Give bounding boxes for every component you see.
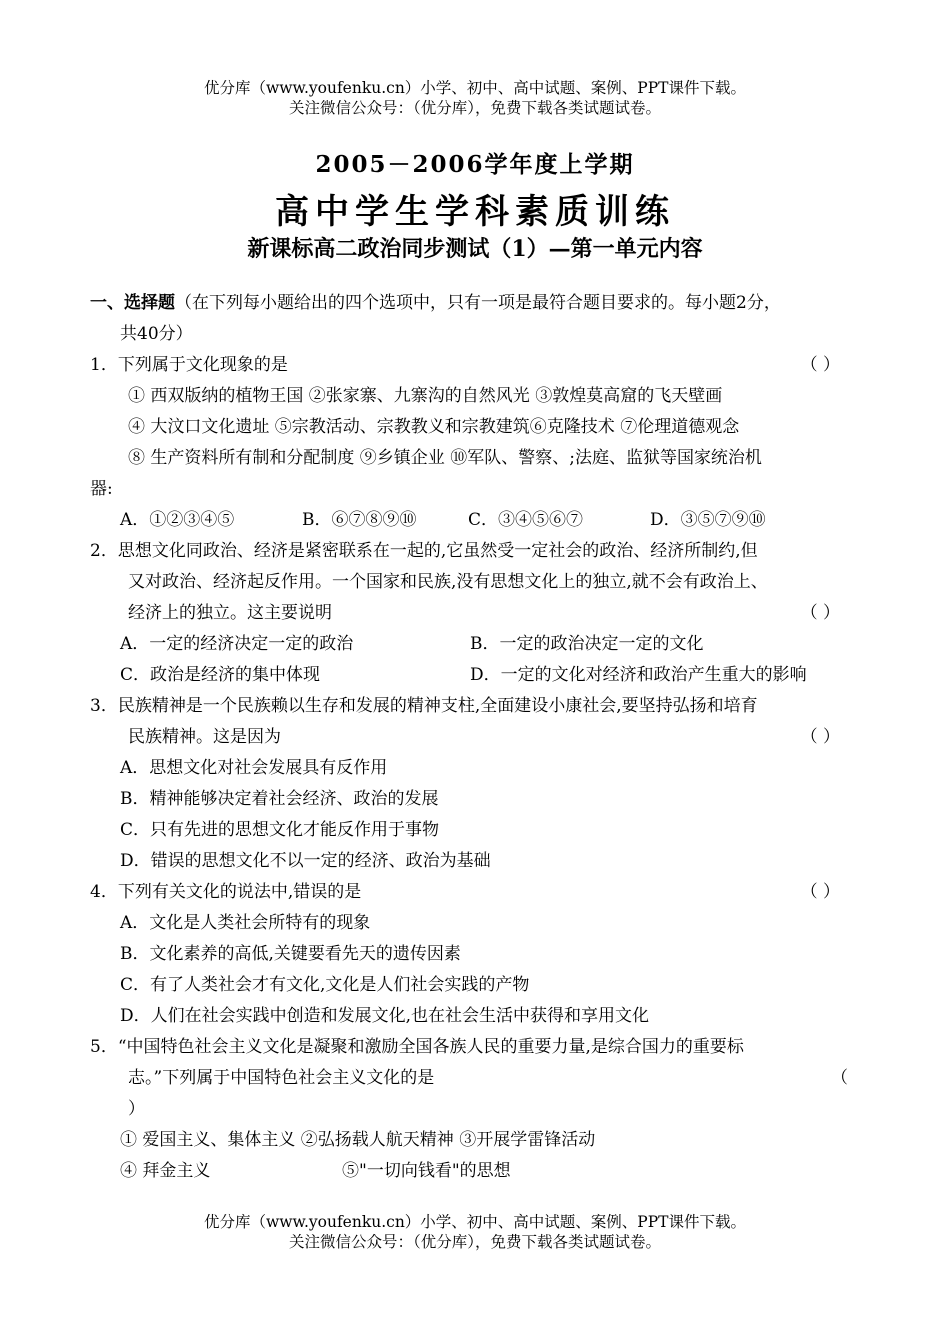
section-desc-1: （在下列每小题给出的四个选项中，只有一项是最符合题目要求的。每小题2分， bbox=[175, 293, 781, 313]
q5-item-4: ④ 拜金主义 bbox=[120, 1161, 211, 1181]
header-line-1: 优分库（www.youfenku.cn）小学、初中、高中试题、案例、PPT课件下载。 bbox=[203, 79, 747, 97]
q5-stem-2-wrap bbox=[90, 1063, 870, 1094]
q5-stem-1: “中国特色社会主义文化是凝聚和激励全国各族人民的重要力量,是综合国力的重要标 bbox=[117, 1037, 744, 1057]
q5-num: 5． bbox=[90, 1037, 118, 1057]
q1-num: 1． bbox=[90, 355, 118, 375]
question-2 bbox=[90, 536, 870, 567]
q1-option-c: C．③④⑤⑥⑦ bbox=[468, 510, 584, 530]
q1-stem: 下列属于文化现象的是 bbox=[117, 355, 288, 375]
q2-option-d: D．一定的文化对经济和政治产生重大的影响 bbox=[470, 665, 807, 685]
q5-paren-close: ） bbox=[128, 1099, 145, 1119]
title-year: 2005－2006学年度上学期 bbox=[315, 151, 635, 178]
q3-num: 3． bbox=[90, 696, 118, 716]
q1-option-a: A．①②③④⑤ bbox=[120, 510, 235, 530]
section-desc-2: 共40分） bbox=[120, 324, 193, 344]
header-line-2: 关注微信公众号：（优分库），免费下载各类试题试卷。 bbox=[288, 99, 661, 117]
q4-option-d: D．人们在社会实践中创造和发展文化,也在社会生活中获得和享用文化 bbox=[120, 1006, 650, 1026]
q4-answer-paren: （ ） bbox=[800, 882, 840, 902]
q1-option-b: B．⑥⑦⑧⑨⑩ bbox=[302, 510, 417, 530]
q2-num: 2． bbox=[90, 541, 118, 561]
q4-option-c: C．有了人类社会才有文化,文化是人们社会实践的产物 bbox=[120, 975, 530, 995]
q5-item-line-2 bbox=[90, 1156, 870, 1187]
section-heading bbox=[90, 288, 870, 319]
q2-stem-1: 思想文化同政治、经济是紧密联系在一起的,它虽然受一定社会的政治、经济所制约,但 bbox=[117, 541, 758, 561]
q4-option-b: B．文化素养的高低,关键要看先天的遗传因素 bbox=[120, 944, 461, 964]
page-header bbox=[0, 78, 950, 118]
q1-item-line-1: ① 西双版纳的植物王国 ②张家寨、九寨沟的自然风光 ③敦煌莫高窟的飞天壁画 bbox=[128, 386, 723, 406]
footer-line-2: 关注微信公众号：（优分库），免费下载各类试题试卷。 bbox=[288, 1233, 661, 1251]
q5-item-5: ⑤"一切向钱看"的思想 bbox=[342, 1161, 511, 1181]
q5-paren-open: （ bbox=[831, 1068, 848, 1088]
q1-options bbox=[90, 505, 870, 536]
exam-content bbox=[90, 288, 870, 1187]
q2-option-c: C．政治是经济的集中体现 bbox=[120, 665, 321, 685]
q2-option-a: A．一定的经济决定一定的政治 bbox=[120, 634, 354, 654]
q1-item-line-2: ④ 大汶口文化遗址 ⑤宗教活动、宗教教义和宗教建筑⑥克隆技术 ⑦伦理道德观念 bbox=[128, 417, 740, 437]
q4-option-a: A．文化是人类社会所特有的现象 bbox=[120, 913, 371, 933]
q2-stem-2: 又对政治、经济起反作用。一个国家和民族,没有思想文化上的独立,就不会有政治上、 bbox=[128, 572, 768, 592]
q4-stem: 下列有关文化的说法中,错误的是 bbox=[117, 882, 362, 902]
section-label: 一、选择题 bbox=[90, 293, 175, 313]
q3-option-b: B．精神能够决定着社会经济、政治的发展 bbox=[120, 789, 439, 809]
q2-options-row-1 bbox=[90, 629, 870, 660]
question-5 bbox=[90, 1032, 870, 1063]
q1-option-d: D．③⑤⑦⑨⑩ bbox=[650, 510, 766, 530]
q1-item-line-3: ⑧ 生产资料所有制和分配制度 ⑨乡镇企业 ⑩军队、警察、;法庭、监狱等国家统治机 bbox=[128, 448, 762, 468]
title-main: 高中学生学科素质训练 bbox=[275, 192, 675, 232]
q3-stem-1: 民族精神是一个民族赖以生存和发展的精神支柱,全面建设小康社会,要坚持弘扬和培育 bbox=[117, 696, 758, 716]
q2-option-b: B．一定的政治决定一定的文化 bbox=[470, 634, 704, 654]
q2-options-row-2 bbox=[90, 660, 870, 691]
q3-option-d: D．错误的思想文化不以一定的经济、政治为基础 bbox=[120, 851, 491, 871]
q5-item-line-1: ① 爱国主义、集体主义 ②弘扬载人航天精神 ③开展学雷锋活动 bbox=[120, 1130, 596, 1150]
q4-num: 4． bbox=[90, 882, 118, 902]
q2-answer-paren: （ ） bbox=[800, 603, 840, 623]
q1-answer-paren: （ ） bbox=[800, 355, 840, 375]
question-4 bbox=[90, 877, 870, 908]
q3-stem-2-wrap bbox=[90, 722, 870, 753]
footer-line-1: 优分库（www.youfenku.cn）小学、初中、高中试题、案例、PPT课件下载。 bbox=[203, 1213, 747, 1231]
q3-option-a: A．思想文化对社会发展具有反作用 bbox=[120, 758, 388, 778]
q1-item-tail: 器: bbox=[90, 479, 113, 499]
title-sub: 新课标高二政治同步测试（1）—第一单元内容 bbox=[247, 236, 703, 262]
q3-stem-2: 民族精神。这是因为 bbox=[128, 727, 281, 747]
q2-stem-3-wrap bbox=[90, 598, 870, 629]
q3-option-c: C．只有先进的思想文化才能反作用于事物 bbox=[120, 820, 440, 840]
question-3 bbox=[90, 691, 870, 722]
q2-stem-3: 经济上的独立。这主要说明 bbox=[128, 603, 332, 623]
q5-stem-2: 志。”下列属于中国特色社会主义文化的是 bbox=[128, 1068, 435, 1088]
q3-answer-paren: （ ） bbox=[800, 727, 840, 747]
page-footer bbox=[0, 1212, 950, 1252]
question-1 bbox=[90, 350, 870, 381]
